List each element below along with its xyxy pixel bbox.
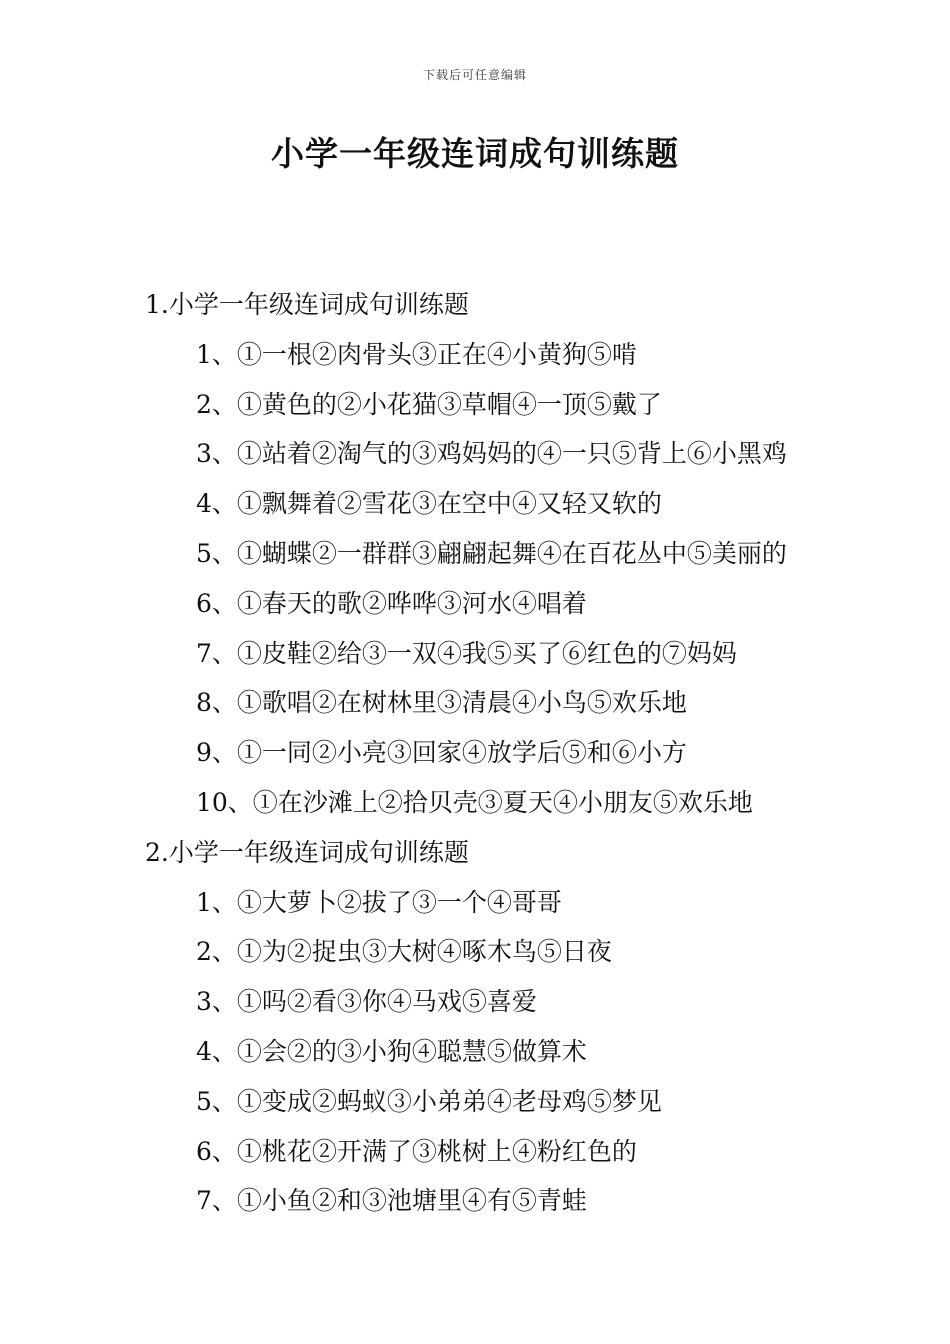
question-item: 3、①站着②淘气的③鸡妈妈的④一只⑤背上⑥小黑鸡 (196, 439, 787, 469)
section-heading: 1.小学一年级连词成句训练题 (145, 290, 469, 319)
header-note: 下载后可任意编辑 (422, 68, 527, 82)
question-item: 10、①在沙滩上②拾贝壳③夏天④小朋友⑤欢乐地 (196, 787, 753, 817)
document-title: 小学一年级连词成句训练题 (271, 134, 679, 173)
question-item: 6、①春天的歌②哗哗③河水④唱着 (196, 588, 587, 618)
question-item: 4、①飘舞着②雪花③在空中④又轻又软的 (196, 489, 662, 519)
question-item: 8、①歌唱②在树林里③清晨④小鸟⑤欢乐地 (196, 688, 687, 718)
question-item: 5、①蝴蝶②一群群③翩翩起舞④在百花丛中⑤美丽的 (196, 538, 787, 568)
question-item: 5、①变成②蚂蚁③小弟弟④老母鸡⑤梦见 (196, 1086, 662, 1116)
document-body (0, 280, 950, 1226)
question-item: 2、①黄色的②小花猫③草帽④一顶⑤戴了 (196, 389, 662, 419)
question-item: 4、①会②的③小狗④聪慧⑤做算术 (196, 1036, 587, 1066)
question-item: 6、①桃花②开满了③桃树上④粉红色的 (196, 1136, 637, 1166)
question-item: 9、①一同②小亮③回家④放学后⑤和⑥小方 (196, 738, 687, 768)
section-heading: 2.小学一年级连词成句训练题 (145, 837, 469, 867)
question-item: 1、①一根②肉骨头③正在④小黄狗⑤啃 (196, 339, 637, 369)
question-item: 7、①小鱼②和③池塘里④有⑤青蛙 (196, 1186, 587, 1216)
question-item: 3、①吗②看③你④马戏⑤喜爱 (196, 987, 537, 1017)
question-item: 1、①大萝卜②拔了③一个④哥哥 (196, 887, 562, 917)
question-item: 2、①为②捉虫③大树④啄木鸟⑤日夜 (196, 937, 612, 967)
question-item: 7、①皮鞋②给③一双④我⑤买了⑥红色的⑦妈妈 (196, 638, 737, 668)
